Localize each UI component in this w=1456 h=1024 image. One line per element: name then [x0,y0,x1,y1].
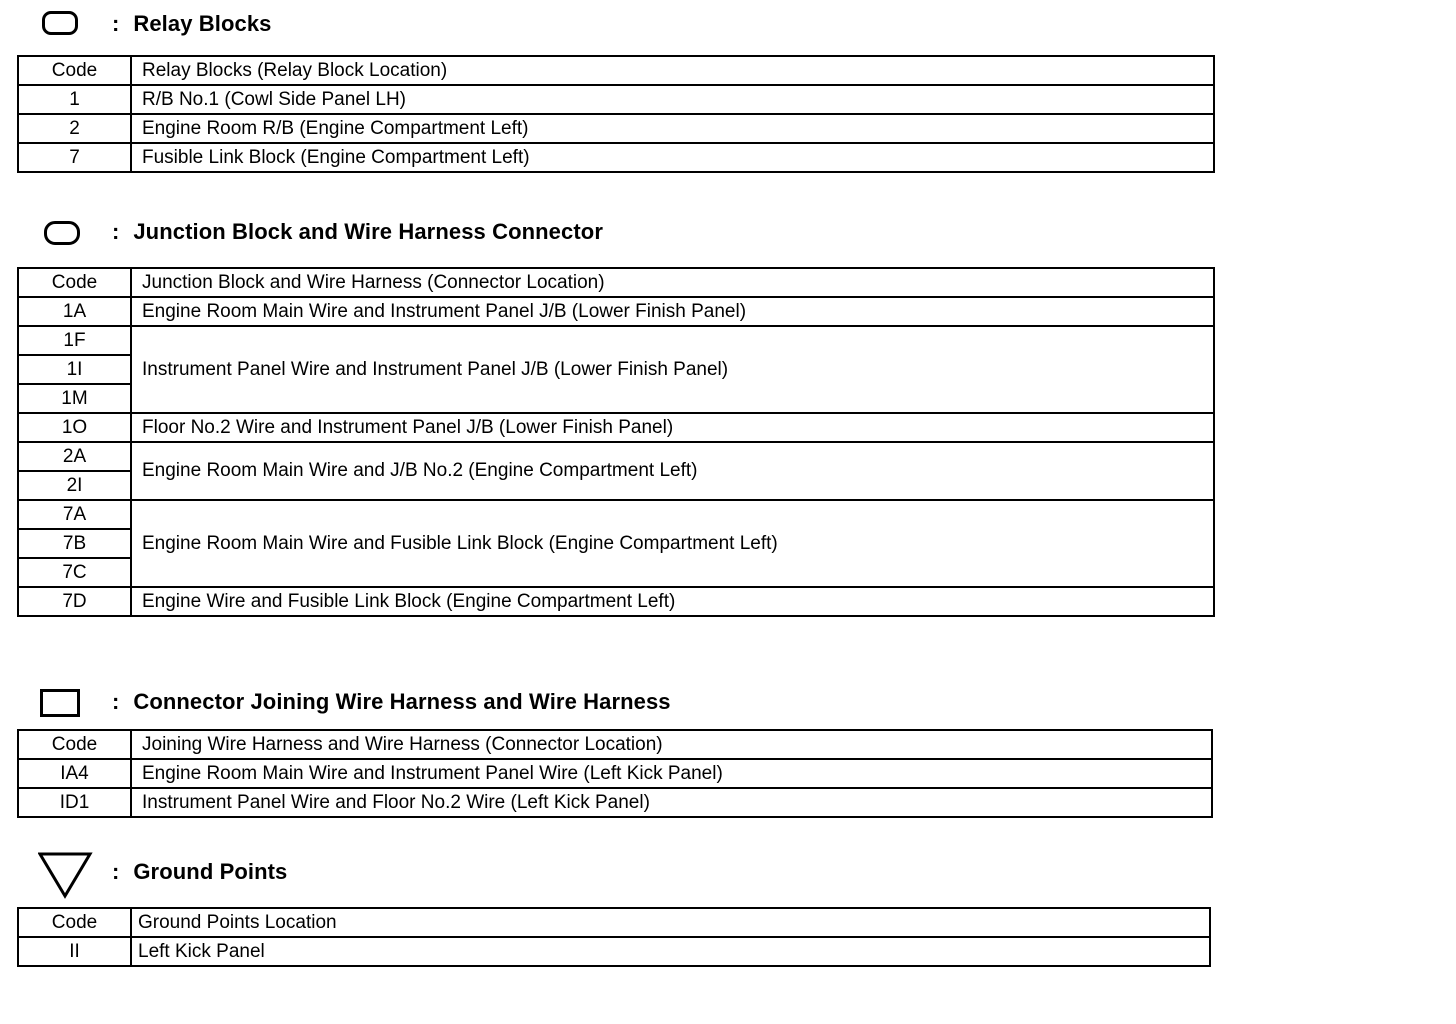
section-title: Ground Points [133,859,288,884]
heading-colon: : [112,859,120,884]
table-row [18,85,1214,114]
row-code: 2I [18,471,131,500]
row-description: Instrument Panel Wire and Floor No.2 Wire (Left Kick Panel) [131,788,1212,817]
section-title: Relay Blocks [133,11,272,36]
heading-colon: : [112,219,120,244]
square-icon [38,682,94,722]
table-row [18,759,1212,788]
row-code: 7D [18,587,131,616]
header-code: Code [18,268,131,297]
table-row [18,500,1214,529]
row-description: Engine Room Main Wire and Fusible Link Block (Engine Compartment Left) [131,500,1214,587]
row-code: 7 [18,143,131,172]
triangle-down-icon [38,852,94,892]
rounded-rectangle-icon [38,4,94,44]
ground-points-heading [38,852,287,892]
table-row [18,413,1214,442]
connector-joining-table [17,729,1213,818]
table-row [18,326,1214,355]
heading-colon: : [112,11,120,36]
row-description: Instrument Panel Wire and Instrument Panel J/B (Lower Finish Panel) [131,326,1214,413]
table-row [18,297,1214,326]
row-code: ID1 [18,788,131,817]
row-code: 1M [18,384,131,413]
row-description: R/B No.1 (Cowl Side Panel LH) [131,85,1214,114]
row-description: Engine Wire and Fusible Link Block (Engine Compartment Left) [131,587,1214,616]
oval-icon [38,212,94,252]
row-code: 1O [18,413,131,442]
relay-blocks-heading [38,4,272,44]
table-row [18,937,1210,966]
heading-colon: : [112,689,120,714]
row-description: Engine Room Main Wire and J/B No.2 (Engine Compartment Left) [131,442,1214,500]
table-row [18,442,1214,471]
header-description: Ground Points Location [131,908,1210,937]
row-code: II [18,937,131,966]
ground-points-table [17,907,1211,967]
table-row [18,788,1212,817]
row-code: 1I [18,355,131,384]
header-code: Code [18,56,131,85]
table-row [18,587,1214,616]
connector-joining-heading [38,682,671,722]
section-title: Junction Block and Wire Harness Connector [133,219,603,244]
row-code: 1A [18,297,131,326]
row-description: Left Kick Panel [131,937,1210,966]
row-description: Floor No.2 Wire and Instrument Panel J/B (Lower Finish Panel) [131,413,1214,442]
header-description: Relay Blocks (Relay Block Location) [131,56,1214,85]
row-code: IA4 [18,759,131,788]
row-code: 1 [18,85,131,114]
row-code: 7B [18,529,131,558]
table-row [18,143,1214,172]
row-code: 7C [18,558,131,587]
junction-block-table [17,267,1215,617]
row-code: 1F [18,326,131,355]
header-code: Code [18,730,131,759]
table-header-row [18,56,1214,85]
section-title: Connector Joining Wire Harness and Wire Harness [133,689,671,714]
row-description: Engine Room Main Wire and Instrument Panel Wire (Left Kick Panel) [131,759,1212,788]
row-code: 2 [18,114,131,143]
row-code: 7A [18,500,131,529]
relay-blocks-table [17,55,1215,173]
table-header-row [18,730,1212,759]
table-header-row [18,268,1214,297]
row-code: 2A [18,442,131,471]
header-description: Joining Wire Harness and Wire Harness (Connector Location) [131,730,1212,759]
table-row [18,114,1214,143]
row-description: Engine Room R/B (Engine Compartment Left) [131,114,1214,143]
row-description: Fusible Link Block (Engine Compartment Left) [131,143,1214,172]
row-description: Engine Room Main Wire and Instrument Panel J/B (Lower Finish Panel) [131,297,1214,326]
table-header-row [18,908,1210,937]
header-description: Junction Block and Wire Harness (Connector Location) [131,268,1214,297]
header-code: Code [18,908,131,937]
junction-block-heading [38,212,603,252]
